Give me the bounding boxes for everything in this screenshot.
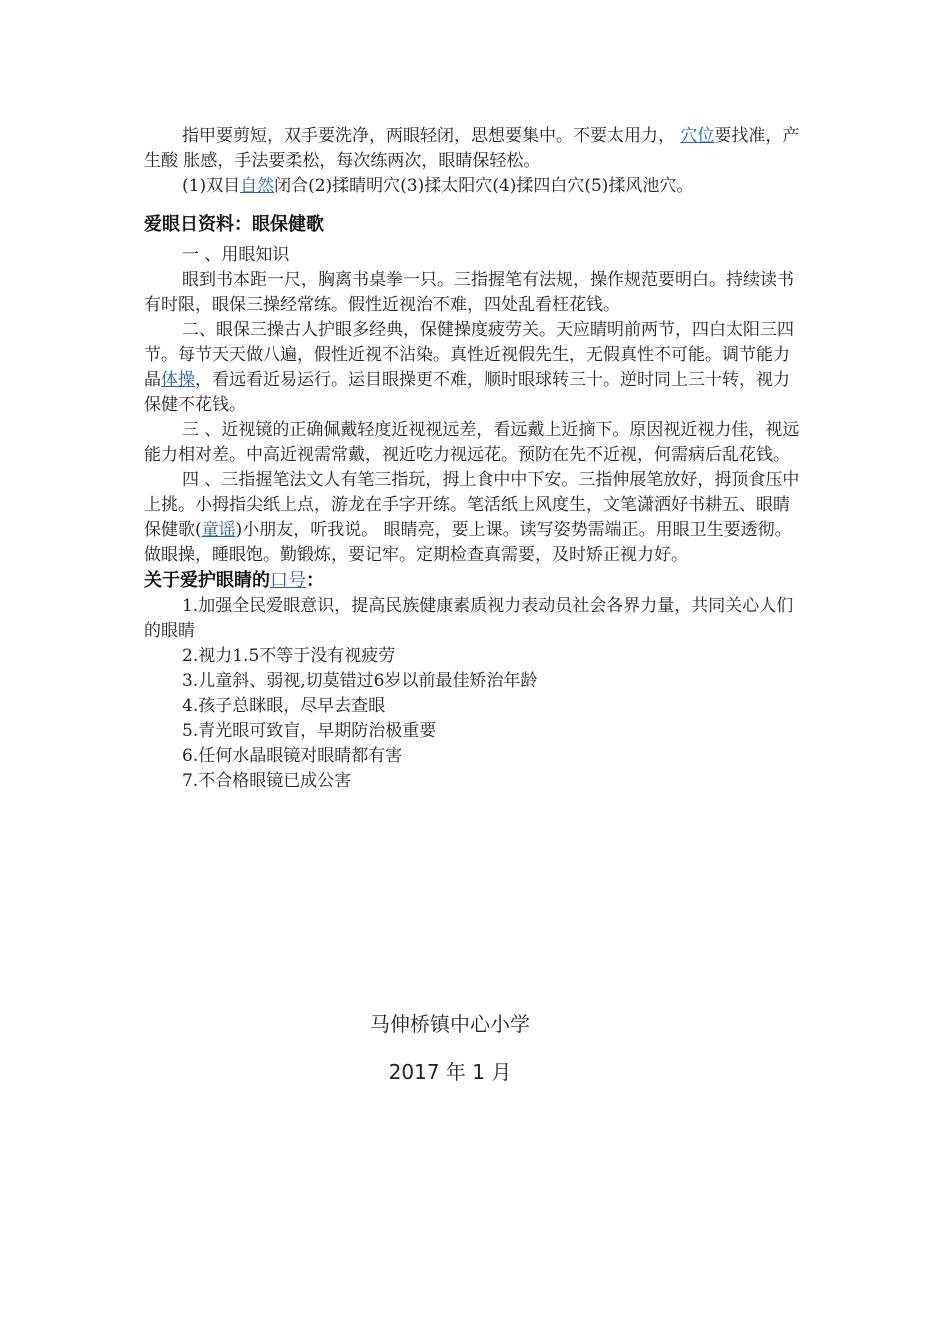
heading-text: ： xyxy=(306,570,324,591)
slogan-item: 2.视力1.5不等于没有视疲劳 xyxy=(182,646,396,666)
subheading-eye-knowledge: 一 、用眼知识 xyxy=(182,245,290,265)
section-heading-eye-song: 爱眼日资料：眼保健歌 xyxy=(144,214,324,235)
paragraph-text: )小朋友，听我说。 眼睛亮，要上课。读写姿势需端正。用眼卫生要透彻。做眼操，睡眼饱。勤锻炼，要记牢。定期检查真需要，及时矫正视力好。 xyxy=(144,520,792,565)
link-slogan[interactable]: 口号 xyxy=(270,570,306,591)
slogan-item: 5.青光眼可致盲，早期防治极重要 xyxy=(182,721,437,741)
intro-paragraph-2 xyxy=(144,174,804,199)
document-body xyxy=(144,124,804,794)
section-heading-slogans xyxy=(144,568,804,594)
heading-text: 关于爱护眼睛的 xyxy=(144,570,270,591)
paragraph-text: ，看远看近易运行。运目眼操更不难，顺时眼球转三十。逆时同上三十转，视力保健不花钱。 xyxy=(144,370,790,415)
paragraph-eye-exercises xyxy=(144,318,804,418)
paragraph-text: 二、眼保三操古人护眼多经典，保健操度疲劳关。天应睛明前两节，四白太阳三四节。每节天天做八遍，假性近视不沾染。真性近视假先生，无假真性不可能。调节能力晶 xyxy=(144,320,794,390)
intro-paragraph-1 xyxy=(144,124,804,174)
paragraph-glasses: 三 、近视镜的正确佩戴轻度近视视远差，看远戴上近摘下。原因视近视力佳，视远能力相对差。中高近视需常戴，视近吃力视远花。预防在先不近视，何需病后乱花钱。 xyxy=(144,420,800,465)
slogan-item: 6.任何水晶眼镜对眼睛都有害 xyxy=(182,746,403,766)
slogan-item: 3.儿童斜、弱视,切莫错过6岁以前最佳矫治年龄 xyxy=(182,671,538,691)
link-natural[interactable]: 自然 xyxy=(240,176,275,196)
paragraph-eye-knowledge: 眼到书本距一尺，胸离书桌拳一只。三指握笔有法规，操作规范要明白。持续读书有时限，眼保三操经常练。假性近视治不难，四处乱看枉花钱。 xyxy=(144,270,794,315)
intro-text: (1)双目 xyxy=(182,176,241,196)
link-acupoint[interactable]: 穴位 xyxy=(680,126,715,146)
link-gymnastics[interactable]: 体操 xyxy=(161,370,195,390)
paragraph-pen-grip xyxy=(144,468,804,568)
intro-text: 要找准，产生酸 胀感，手法要柔松，每次练两次，眼睛保轻松。 xyxy=(144,126,800,171)
school-name: 马伸桥镇中心小学 xyxy=(370,1012,530,1036)
intro-text: 闭合(2)揉睛明穴(3)揉太阳穴(4)揉四白穴(5)揉风池穴。 xyxy=(274,176,694,196)
slogan-item: 4.孩子总眯眼，尽早去查眼 xyxy=(182,696,386,716)
document-date: 2017 年 1 月 xyxy=(388,1060,512,1084)
slogan-item: 1.加强全民爱眼意识，提高民族健康素质视力表动员社会各界力量，共同关心人们的眼睛 xyxy=(144,596,794,641)
link-nursery-rhyme[interactable]: 童谣 xyxy=(201,520,236,540)
slogan-item: 7.不合格眼镜已成公害 xyxy=(182,771,352,791)
paragraph-text: 四 、三指握笔法文人有笔三指玩，拇上食中中下安。三指伸展笔放好，拇顶食压中上挑。小拇指尖纸上点，游龙在手字开练。笔活纸上风度生，文笔潇洒好书耕五、眼睛保健歌( xyxy=(144,470,800,540)
intro-text: 指甲要剪短，双手要洗净，两眼轻闭，思想要集中。不要太用力， xyxy=(182,126,675,146)
